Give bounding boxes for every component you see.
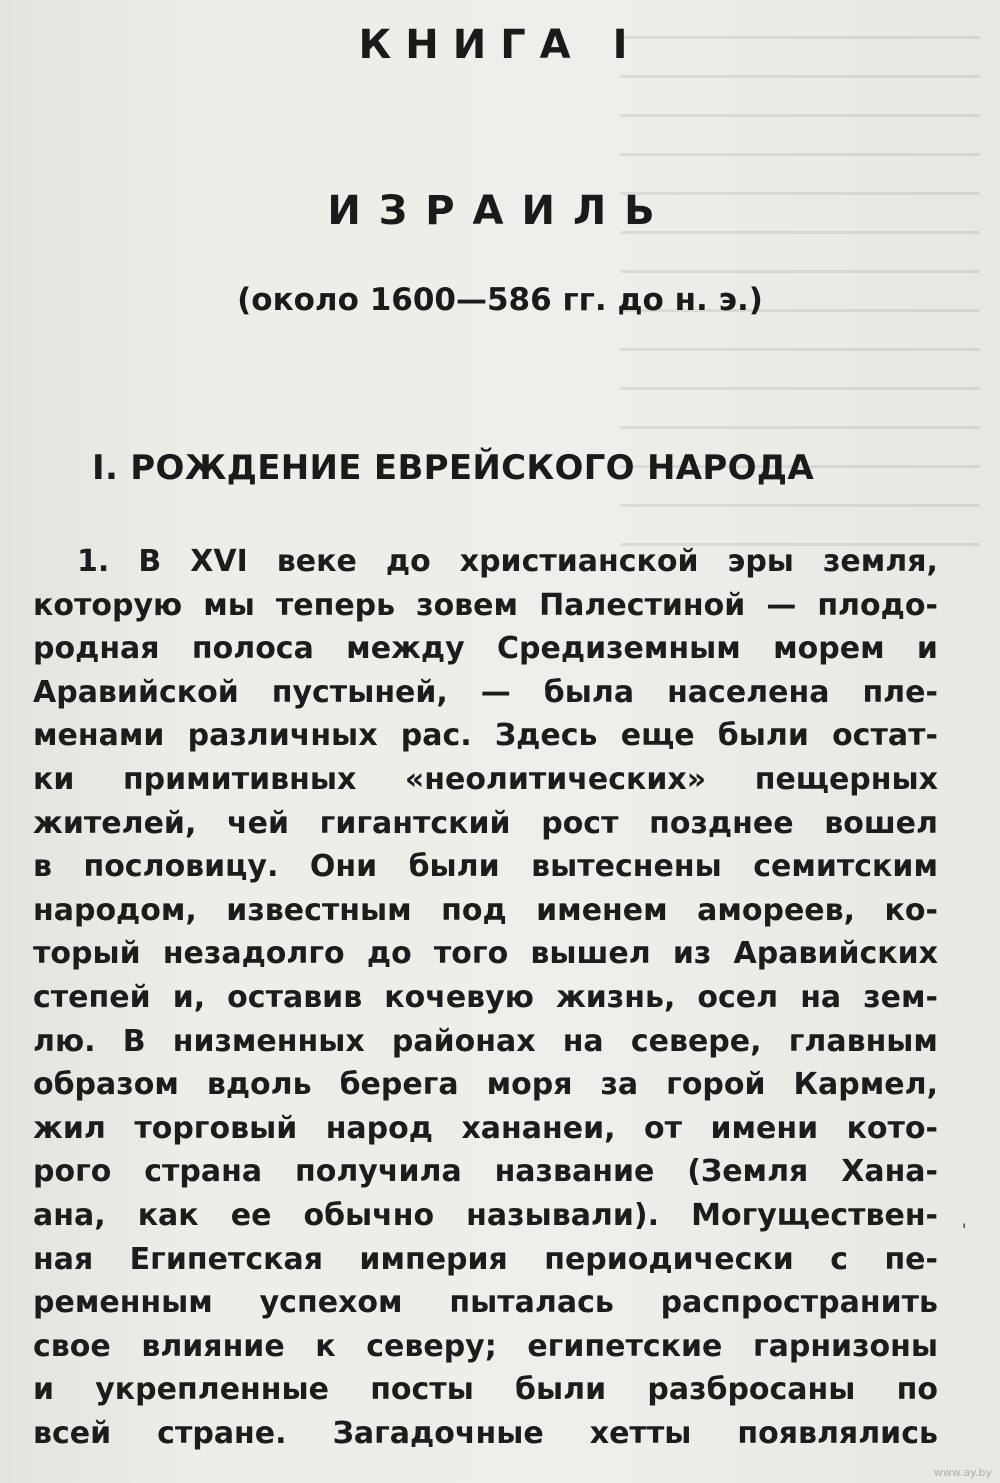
paragraph-line: торый незадолго до того вышел из Аравийских — [33, 936, 938, 972]
paragraph-line: в пословицу. Они были вытеснены семитским — [33, 849, 938, 885]
paragraph-line: всей стране. Загадочные хетты появлялись — [33, 1415, 938, 1451]
part-title: ИЗРАИЛЬ — [327, 188, 673, 234]
paragraph-line: жил торговый народ хананеи, от имени кото- — [33, 1110, 938, 1146]
paragraph-line: и укрепленные посты были разбросаны по — [33, 1372, 938, 1408]
chapter-title: I. РОЖДЕНИЕ ЕВРЕЙСКОГО НАРОДА — [92, 448, 815, 488]
paragraph-line: ная Египетская империя периодически с пе- — [33, 1241, 938, 1277]
paragraph-line: ки примитивных «неолитических» пещерных — [33, 761, 938, 797]
period-dates: (около 1600—586 гг. до н. э.) — [237, 282, 763, 318]
watermark: www.ay.by — [933, 1466, 992, 1479]
paragraph-line: степей и, оставив кочевую жизнь, осел на зем- — [33, 979, 938, 1015]
paragraph-line: лю. В низменных районах на севере, главным — [33, 1023, 938, 1059]
paragraph-line: 1. В XVI веке до христианской эры земля, — [77, 544, 938, 579]
paragraph-line: образом вдоль берега моря за горой Кармел, — [33, 1067, 938, 1103]
stray-mark: ' — [962, 1220, 967, 1239]
paragraph-line: жителей, чей гигантский рост позднее вошел — [33, 805, 938, 841]
paragraph-line: менами различных рас. Здесь еще были остат- — [33, 718, 938, 754]
paragraph-line: рого страна получила название (Земля Хана- — [33, 1154, 938, 1190]
paragraph-line: родная полоса между Средиземным морем и — [33, 631, 938, 667]
book-title: КНИГА I — [358, 22, 642, 68]
paragraph-line: которую мы теперь зовем Палестиной — плодо- — [33, 587, 938, 623]
paragraph-line: народом, известным под именем амореев, ко- — [33, 892, 938, 928]
paragraph-line: свое влияние к северу; египетские гарнизоны — [33, 1328, 938, 1364]
paragraph-line: ана, как ее обычно называли). Могуществен- — [33, 1197, 938, 1233]
paragraph-line: ременным успехом пыталась распространить — [33, 1285, 938, 1321]
paragraph-line: Аравийской пустыней, — была населена пле- — [33, 674, 938, 710]
paragraph — [33, 540, 938, 1455]
